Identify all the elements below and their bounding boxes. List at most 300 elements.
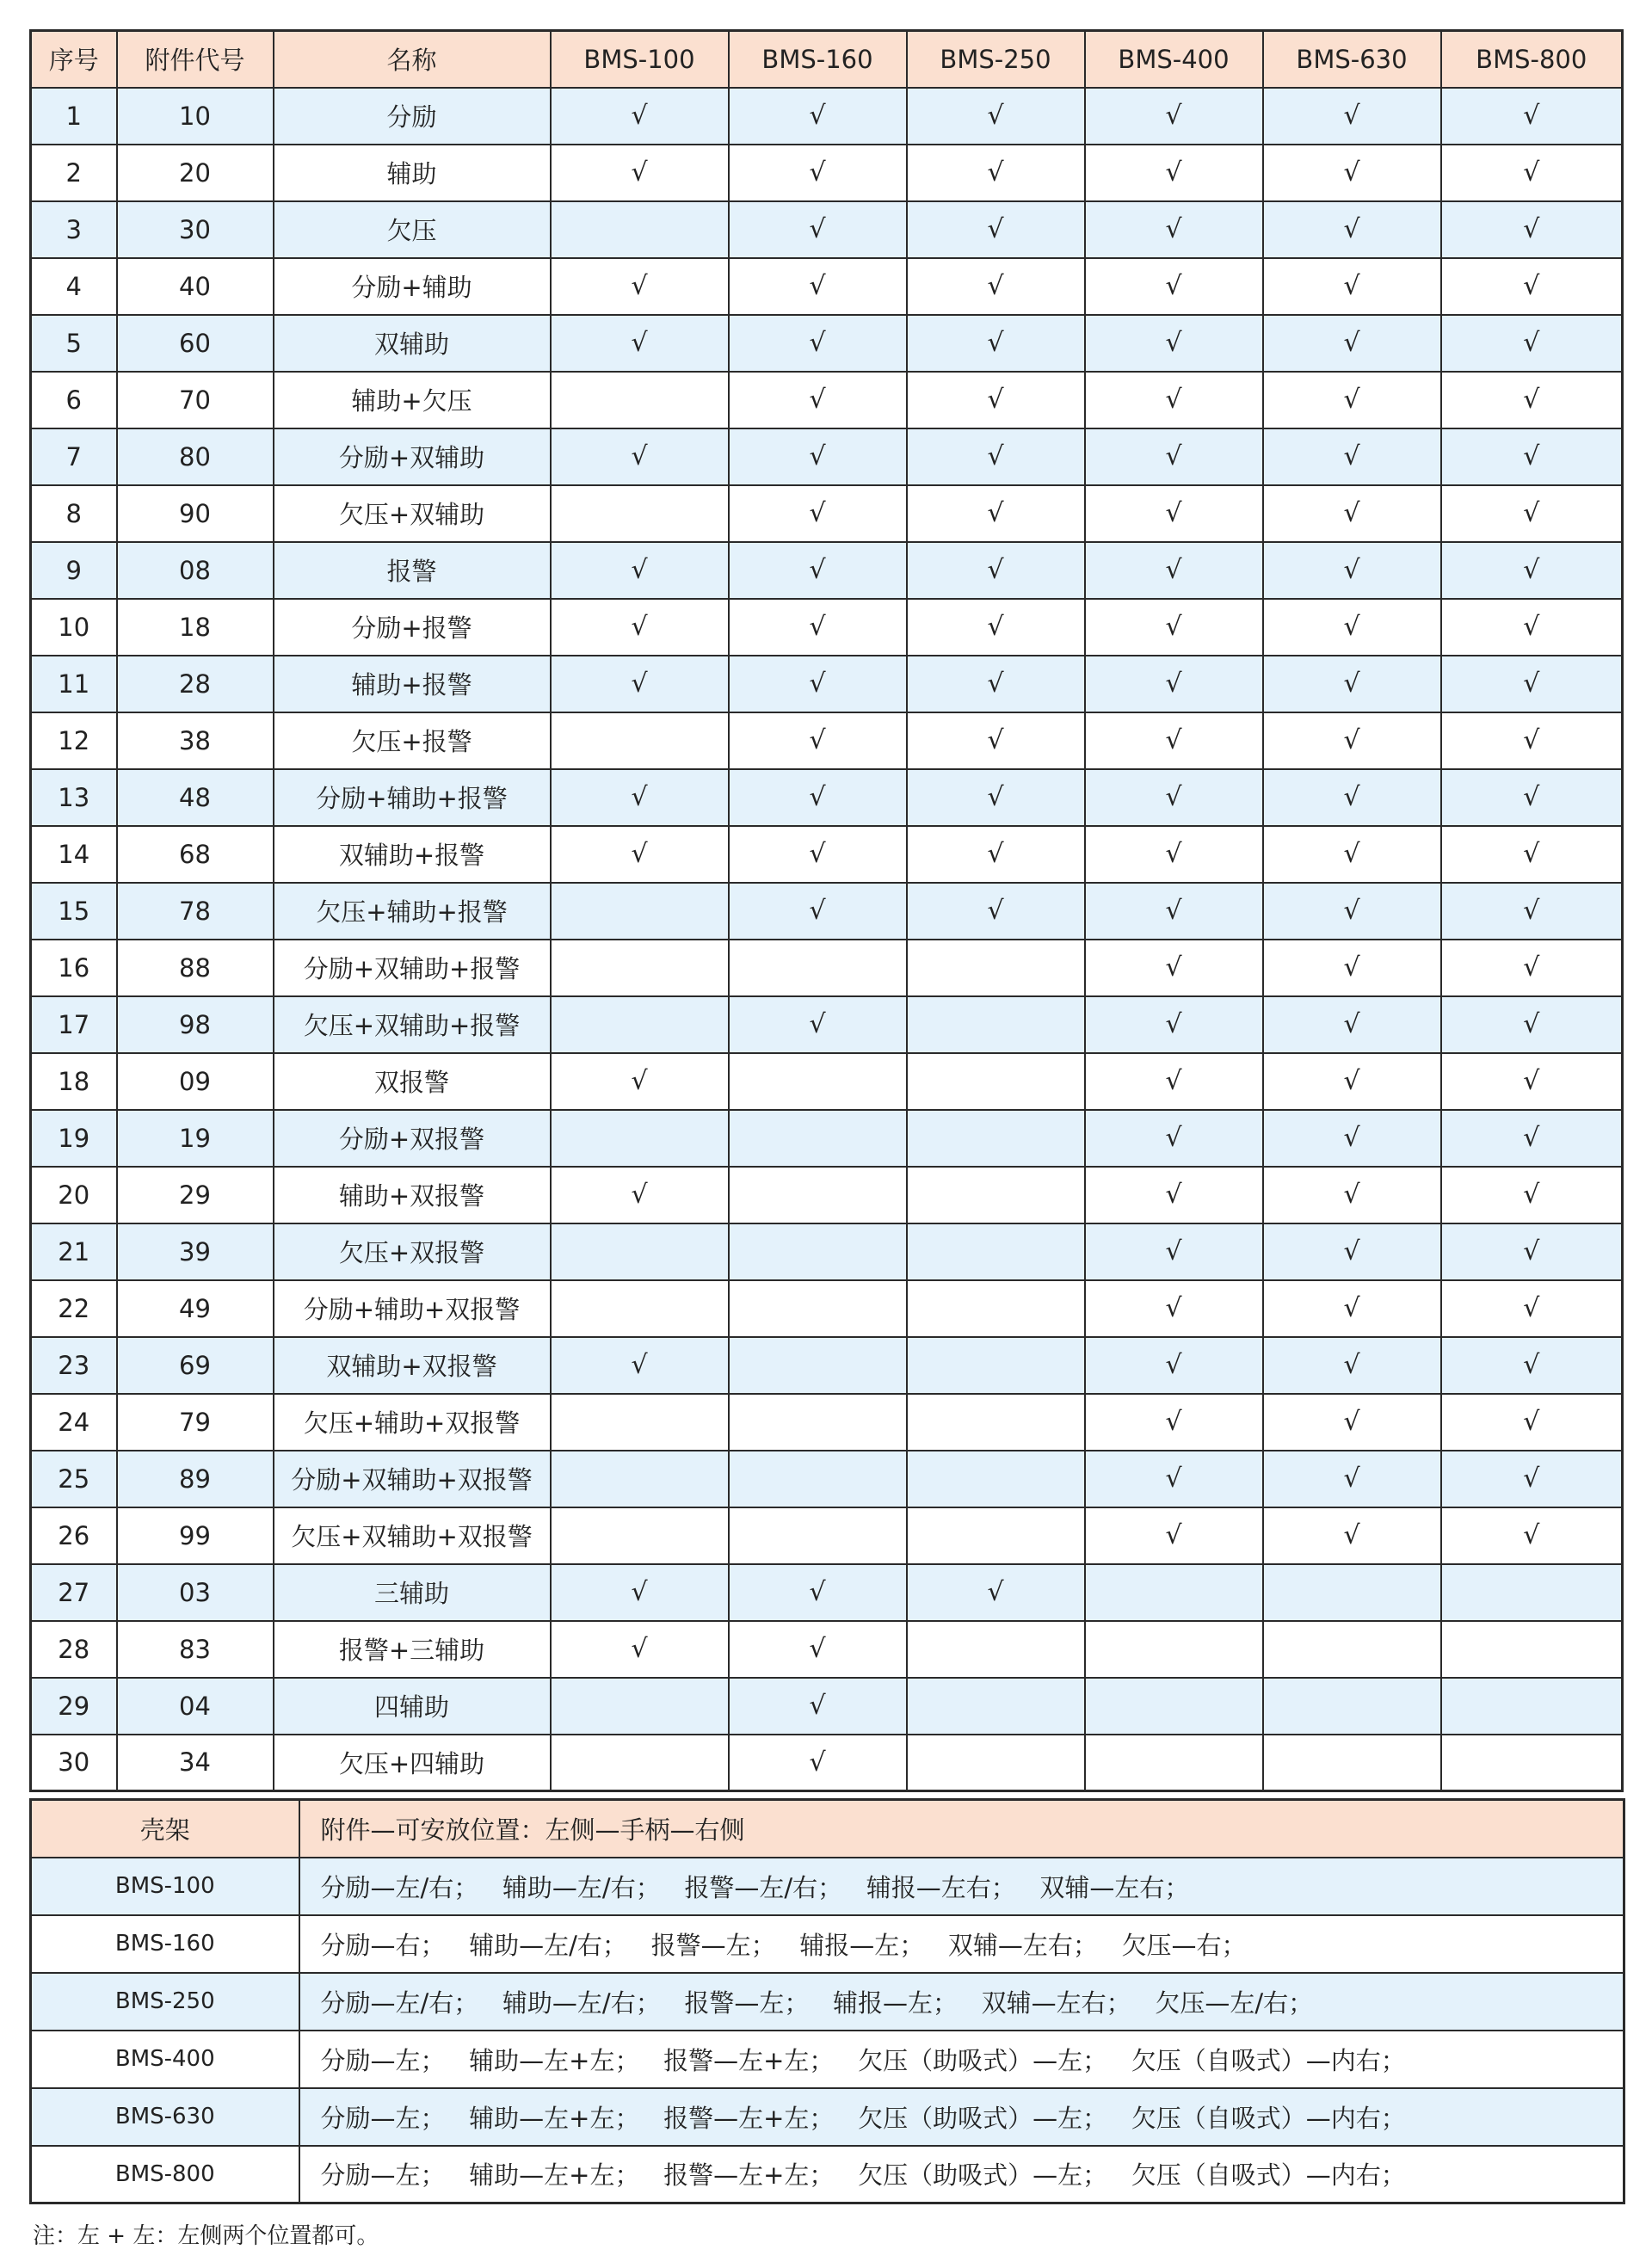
check-mark-icon: √ xyxy=(1343,1520,1360,1550)
compat-cell xyxy=(1441,1280,1623,1337)
check-mark-icon: √ xyxy=(1343,214,1360,244)
compat-cell xyxy=(1441,883,1623,940)
compat-cell xyxy=(907,1280,1085,1337)
compat-cell xyxy=(551,1280,729,1337)
compat-cell xyxy=(1263,201,1441,258)
accessory-name-cell: 欠压 xyxy=(274,201,551,258)
compat-cell xyxy=(551,996,729,1053)
compat-cell xyxy=(1263,1110,1441,1167)
attachment-position-table xyxy=(29,1798,1625,2204)
row-number-cell: 9 xyxy=(31,542,117,599)
table-row xyxy=(31,542,1623,599)
compat-cell xyxy=(729,996,907,1053)
compat-cell xyxy=(907,1223,1085,1280)
compat-cell xyxy=(729,1280,907,1337)
compat-cell xyxy=(907,712,1085,769)
compat-cell xyxy=(729,145,907,201)
compat-cell xyxy=(907,201,1085,258)
check-mark-icon: √ xyxy=(987,725,1004,755)
accessory-name-cell: 分励+双辅助+报警 xyxy=(274,940,551,996)
compat-cell xyxy=(1441,372,1623,428)
compat-cell xyxy=(551,1053,729,1110)
table-row xyxy=(31,826,1623,883)
compat-cell xyxy=(1263,1053,1441,1110)
check-mark-icon: √ xyxy=(1343,1180,1360,1210)
compat-cell xyxy=(1263,1451,1441,1507)
frame-model-cell: BMS-160 xyxy=(31,1915,299,1973)
attach-header-row xyxy=(31,1800,1624,1858)
compat-cell xyxy=(1441,428,1623,485)
table-row xyxy=(31,485,1623,542)
accessory-name-cell: 辅助+欠压 xyxy=(274,372,551,428)
accessory-code-cell: 39 xyxy=(117,1223,274,1280)
header-cell: 附件代号 xyxy=(117,31,274,88)
accessory-name-cell: 欠压+双辅助 xyxy=(274,485,551,542)
check-mark-icon: √ xyxy=(631,157,648,188)
accessory-code-cell: 38 xyxy=(117,712,274,769)
check-mark-icon: √ xyxy=(1165,1180,1182,1210)
compat-cell xyxy=(907,996,1085,1053)
check-mark-icon: √ xyxy=(1523,612,1540,642)
compat-cell xyxy=(1263,258,1441,315)
accessory-name-cell: 欠压+四辅助 xyxy=(274,1735,551,1791)
check-mark-icon: √ xyxy=(1165,839,1182,869)
compat-cell xyxy=(1085,1223,1263,1280)
compat-cell xyxy=(1085,1621,1263,1678)
compat-cell xyxy=(907,145,1085,201)
accessory-code-cell: 19 xyxy=(117,1110,274,1167)
table-row xyxy=(31,1564,1623,1621)
accessory-name-cell: 欠压+双辅助+报警 xyxy=(274,996,551,1053)
check-mark-icon: √ xyxy=(1523,839,1540,869)
compat-cell xyxy=(1263,88,1441,145)
accessory-name-cell: 三辅助 xyxy=(274,1564,551,1621)
check-mark-icon: √ xyxy=(809,896,826,926)
table-row xyxy=(31,1621,1623,1678)
check-mark-icon: √ xyxy=(631,1350,648,1380)
compat-cell xyxy=(1441,1337,1623,1394)
table-row xyxy=(31,1858,1624,1915)
compat-cell xyxy=(551,1167,729,1223)
compat-cell xyxy=(907,599,1085,656)
check-mark-icon: √ xyxy=(1165,782,1182,812)
check-mark-icon: √ xyxy=(1165,1350,1182,1380)
accessory-code-cell: 48 xyxy=(117,769,274,826)
compat-cell xyxy=(1085,826,1263,883)
compat-cell xyxy=(1441,769,1623,826)
compat-cell xyxy=(729,1451,907,1507)
check-mark-icon: √ xyxy=(1343,612,1360,642)
check-mark-icon: √ xyxy=(987,441,1004,471)
accessory-name-cell: 双辅助 xyxy=(274,315,551,372)
check-mark-icon: √ xyxy=(987,555,1004,585)
header-cell: BMS-250 xyxy=(907,31,1085,88)
row-number-cell: 8 xyxy=(31,485,117,542)
compat-cell xyxy=(729,485,907,542)
row-number-cell: 16 xyxy=(31,940,117,996)
compat-cell xyxy=(729,1735,907,1791)
row-number-cell: 3 xyxy=(31,201,117,258)
accessory-code-cell: 88 xyxy=(117,940,274,996)
check-mark-icon: √ xyxy=(1343,1350,1360,1380)
compat-cell xyxy=(1441,656,1623,712)
compat-cell xyxy=(1441,599,1623,656)
check-mark-icon: √ xyxy=(1343,555,1360,585)
table-row xyxy=(31,145,1623,201)
compat-cell xyxy=(1263,1678,1441,1735)
positions-cell: 分励—左； 辅助—左+左； 报警—左+左； 欠压（助吸式）—左； 欠压（自吸式）—内右； xyxy=(299,2031,1624,2088)
compat-cell xyxy=(1263,1337,1441,1394)
compat-cell xyxy=(1441,315,1623,372)
compat-cell xyxy=(1441,258,1623,315)
compat-cell xyxy=(1085,1110,1263,1167)
compat-cell xyxy=(1085,712,1263,769)
check-mark-icon: √ xyxy=(1165,1407,1182,1437)
compat-cell xyxy=(551,883,729,940)
check-mark-icon: √ xyxy=(1523,952,1540,983)
check-mark-icon: √ xyxy=(1343,952,1360,983)
compat-cell xyxy=(729,1678,907,1735)
table-row xyxy=(31,428,1623,485)
compat-cell xyxy=(1085,883,1263,940)
compat-cell xyxy=(907,656,1085,712)
compat-cell xyxy=(1085,1053,1263,1110)
compat-cell xyxy=(907,1621,1085,1678)
compat-cell xyxy=(1263,1621,1441,1678)
compat-cell xyxy=(1085,940,1263,996)
check-mark-icon: √ xyxy=(1165,555,1182,585)
accessory-code-cell: 70 xyxy=(117,372,274,428)
row-number-cell: 28 xyxy=(31,1621,117,1678)
compat-cell xyxy=(907,485,1085,542)
compat-cell xyxy=(1441,1167,1623,1223)
compat-cell xyxy=(729,826,907,883)
compat-cell xyxy=(1263,1280,1441,1337)
check-mark-icon: √ xyxy=(1165,952,1182,983)
check-mark-icon: √ xyxy=(1343,839,1360,869)
check-mark-icon: √ xyxy=(809,1577,826,1607)
compat-cell xyxy=(1263,542,1441,599)
compat-cell xyxy=(729,1394,907,1451)
compat-cell xyxy=(907,258,1085,315)
check-mark-icon: √ xyxy=(1165,1464,1182,1494)
compat-cell xyxy=(1085,996,1263,1053)
compat-cell xyxy=(729,88,907,145)
table-row xyxy=(31,88,1623,145)
check-mark-icon: √ xyxy=(809,782,826,812)
compat-cell xyxy=(907,1451,1085,1507)
compat-cell xyxy=(1085,656,1263,712)
compat-cell xyxy=(551,1223,729,1280)
accessory-code-cell: 08 xyxy=(117,542,274,599)
check-mark-icon: √ xyxy=(809,555,826,585)
compat-cell xyxy=(1263,145,1441,201)
accessory-code-cell: 79 xyxy=(117,1394,274,1451)
check-mark-icon: √ xyxy=(1165,725,1182,755)
check-mark-icon: √ xyxy=(631,839,648,869)
check-mark-icon: √ xyxy=(631,782,648,812)
accessory-code-cell: 20 xyxy=(117,145,274,201)
check-mark-icon: √ xyxy=(1165,498,1182,528)
table-row xyxy=(31,1167,1623,1223)
compat-cell xyxy=(907,428,1085,485)
table-row xyxy=(31,1280,1623,1337)
compat-cell xyxy=(551,1110,729,1167)
compat-cell xyxy=(1085,1394,1263,1451)
accessory-name-cell: 欠压+辅助+报警 xyxy=(274,883,551,940)
compat-cell xyxy=(1085,315,1263,372)
compat-cell xyxy=(729,883,907,940)
compat-cell xyxy=(907,1507,1085,1564)
accessory-code-cell: 83 xyxy=(117,1621,274,1678)
compat-cell xyxy=(551,201,729,258)
table-row xyxy=(31,769,1623,826)
compat-cell xyxy=(1085,769,1263,826)
check-mark-icon: √ xyxy=(1523,498,1540,528)
compat-cell xyxy=(1085,1167,1263,1223)
accessory-name-cell: 分励+辅助+报警 xyxy=(274,769,551,826)
frame-model-cell: BMS-800 xyxy=(31,2146,299,2203)
accessory-name-cell: 报警 xyxy=(274,542,551,599)
accessory-name-cell: 双辅助+双报警 xyxy=(274,1337,551,1394)
compat-cell xyxy=(907,1564,1085,1621)
check-mark-icon: √ xyxy=(987,896,1004,926)
check-mark-icon: √ xyxy=(1343,385,1360,415)
table-row xyxy=(31,201,1623,258)
compat-cell xyxy=(907,88,1085,145)
compat-cell xyxy=(729,315,907,372)
compat-cell xyxy=(907,1053,1085,1110)
check-mark-icon: √ xyxy=(809,1747,826,1778)
check-mark-icon: √ xyxy=(987,385,1004,415)
compat-cell xyxy=(551,1394,729,1451)
row-number-cell: 21 xyxy=(31,1223,117,1280)
check-mark-icon: √ xyxy=(987,669,1004,699)
accessory-code-cell: 28 xyxy=(117,656,274,712)
frame-model-cell: BMS-400 xyxy=(31,2031,299,2088)
compat-cell xyxy=(1441,88,1623,145)
compat-cell xyxy=(1263,1507,1441,1564)
check-mark-icon: √ xyxy=(1165,214,1182,244)
check-mark-icon: √ xyxy=(809,498,826,528)
row-number-cell: 19 xyxy=(31,1110,117,1167)
row-number-cell: 27 xyxy=(31,1564,117,1621)
check-mark-icon: √ xyxy=(987,839,1004,869)
row-number-cell: 1 xyxy=(31,88,117,145)
compat-cell xyxy=(1441,712,1623,769)
check-mark-icon: √ xyxy=(631,612,648,642)
row-number-cell: 30 xyxy=(31,1735,117,1791)
compat-cell xyxy=(1263,1735,1441,1791)
check-mark-icon: √ xyxy=(1523,101,1540,131)
compat-cell xyxy=(551,599,729,656)
accessory-name-cell: 分励+双报警 xyxy=(274,1110,551,1167)
accessory-name-cell: 分励+双辅助 xyxy=(274,428,551,485)
check-mark-icon: √ xyxy=(631,669,648,699)
compat-cell xyxy=(729,201,907,258)
check-mark-icon: √ xyxy=(1165,1293,1182,1323)
compat-cell xyxy=(1441,1507,1623,1564)
header-cell: 序号 xyxy=(31,31,117,88)
check-mark-icon: √ xyxy=(1523,1350,1540,1380)
row-number-cell: 2 xyxy=(31,145,117,201)
table-header-row xyxy=(31,31,1623,88)
compat-cell xyxy=(729,712,907,769)
check-mark-icon: √ xyxy=(1343,1464,1360,1494)
compat-cell xyxy=(729,656,907,712)
check-mark-icon: √ xyxy=(1343,157,1360,188)
check-mark-icon: √ xyxy=(631,271,648,301)
compat-cell xyxy=(907,1337,1085,1394)
check-mark-icon: √ xyxy=(631,328,648,358)
row-number-cell: 12 xyxy=(31,712,117,769)
accessory-name-cell: 辅助 xyxy=(274,145,551,201)
compat-cell xyxy=(1263,1394,1441,1451)
compat-cell xyxy=(1085,88,1263,145)
check-mark-icon: √ xyxy=(809,157,826,188)
compat-cell xyxy=(729,1223,907,1280)
compat-cell xyxy=(551,1451,729,1507)
row-number-cell: 7 xyxy=(31,428,117,485)
positions-cell: 分励—右； 辅助—左/右； 报警—左； 辅报—左； 双辅—左右； 欠压—右； xyxy=(299,1915,1624,1973)
check-mark-icon: √ xyxy=(809,271,826,301)
check-mark-icon: √ xyxy=(809,328,826,358)
check-mark-icon: √ xyxy=(1165,1009,1182,1039)
compat-cell xyxy=(907,826,1085,883)
compat-cell xyxy=(1441,145,1623,201)
table-row xyxy=(31,712,1623,769)
compat-cell xyxy=(1263,1167,1441,1223)
check-mark-icon: √ xyxy=(1165,1066,1182,1096)
accessory-name-cell: 分励+报警 xyxy=(274,599,551,656)
compat-cell xyxy=(1085,1451,1263,1507)
table-row xyxy=(31,1915,1624,1973)
check-mark-icon: √ xyxy=(1523,1180,1540,1210)
accessory-name-cell: 欠压+辅助+双报警 xyxy=(274,1394,551,1451)
table-row xyxy=(31,372,1623,428)
compat-cell xyxy=(1441,542,1623,599)
accessory-code-cell: 68 xyxy=(117,826,274,883)
accessory-name-cell: 欠压+双辅助+双报警 xyxy=(274,1507,551,1564)
check-mark-icon: √ xyxy=(1523,271,1540,301)
accessory-code-cell: 40 xyxy=(117,258,274,315)
compat-cell xyxy=(551,145,729,201)
compat-cell xyxy=(1085,542,1263,599)
compat-cell xyxy=(551,1678,729,1735)
compat-cell xyxy=(551,1564,729,1621)
frame-model-cell: BMS-630 xyxy=(31,2088,299,2146)
accessory-name-cell: 辅助+报警 xyxy=(274,656,551,712)
compat-cell xyxy=(1441,1564,1623,1621)
check-mark-icon: √ xyxy=(987,101,1004,131)
header-cell: BMS-160 xyxy=(729,31,907,88)
header-cell: BMS-800 xyxy=(1441,31,1623,88)
compat-cell xyxy=(1441,996,1623,1053)
check-mark-icon: √ xyxy=(631,441,648,471)
table-row xyxy=(31,1337,1623,1394)
compat-cell xyxy=(1085,599,1263,656)
positions-cell: 分励—左/右； 辅助—左/右； 报警—左/右； 辅报—左右； 双辅—左右； xyxy=(299,1858,1624,1915)
compat-cell xyxy=(1441,1621,1623,1678)
check-mark-icon: √ xyxy=(631,555,648,585)
table-row xyxy=(31,1735,1623,1791)
compat-cell xyxy=(907,769,1085,826)
compat-cell xyxy=(907,1110,1085,1167)
row-number-cell: 23 xyxy=(31,1337,117,1394)
check-mark-icon: √ xyxy=(631,101,648,131)
compat-cell xyxy=(551,258,729,315)
check-mark-icon: √ xyxy=(1523,1236,1540,1267)
compat-cell xyxy=(1085,258,1263,315)
check-mark-icon: √ xyxy=(1343,271,1360,301)
compat-cell xyxy=(1085,1735,1263,1791)
table-row xyxy=(31,1678,1623,1735)
check-mark-icon: √ xyxy=(809,1634,826,1664)
positions-cell: 分励—左； 辅助—左+左； 报警—左+左； 欠压（助吸式）—左； 欠压（自吸式）—内右； xyxy=(299,2088,1624,2146)
compat-cell xyxy=(729,1621,907,1678)
table-row xyxy=(31,1053,1623,1110)
table-row xyxy=(31,1507,1623,1564)
accessory-name-cell: 欠压+双报警 xyxy=(274,1223,551,1280)
compat-cell xyxy=(729,1110,907,1167)
compat-cell xyxy=(551,1621,729,1678)
check-mark-icon: √ xyxy=(631,1577,648,1607)
table-row xyxy=(31,1394,1623,1451)
compat-cell xyxy=(551,542,729,599)
positions-cell: 分励—左； 辅助—左+左； 报警—左+左； 欠压（助吸式）—左； 欠压（自吸式）—内右； xyxy=(299,2146,1624,2203)
compat-cell xyxy=(1263,372,1441,428)
accessory-code-cell: 30 xyxy=(117,201,274,258)
compat-cell xyxy=(1441,485,1623,542)
row-number-cell: 6 xyxy=(31,372,117,428)
compat-cell xyxy=(1441,1223,1623,1280)
table-row xyxy=(31,315,1623,372)
compat-cell xyxy=(551,1507,729,1564)
compat-cell xyxy=(729,940,907,996)
compat-cell xyxy=(1263,656,1441,712)
check-mark-icon: √ xyxy=(987,214,1004,244)
compat-cell xyxy=(1085,201,1263,258)
check-mark-icon: √ xyxy=(631,1634,648,1664)
accessory-code-cell: 90 xyxy=(117,485,274,542)
accessory-compatibility-table xyxy=(29,29,1624,1792)
compat-cell xyxy=(1441,1394,1623,1451)
check-mark-icon: √ xyxy=(631,1180,648,1210)
compat-cell xyxy=(1263,1223,1441,1280)
compat-cell xyxy=(1263,940,1441,996)
check-mark-icon: √ xyxy=(1523,1464,1540,1494)
check-mark-icon: √ xyxy=(809,725,826,755)
check-mark-icon: √ xyxy=(987,1577,1004,1607)
compat-cell xyxy=(1085,1678,1263,1735)
compat-cell xyxy=(729,1507,907,1564)
compat-cell xyxy=(907,372,1085,428)
compat-cell xyxy=(551,88,729,145)
accessory-code-cell: 60 xyxy=(117,315,274,372)
check-mark-icon: √ xyxy=(1343,669,1360,699)
check-mark-icon: √ xyxy=(809,441,826,471)
check-mark-icon: √ xyxy=(1523,555,1540,585)
table-row xyxy=(31,940,1623,996)
check-mark-icon: √ xyxy=(1165,385,1182,415)
check-mark-icon: √ xyxy=(1165,1123,1182,1153)
compat-cell xyxy=(1263,996,1441,1053)
table-row xyxy=(31,2088,1624,2146)
table-row xyxy=(31,656,1623,712)
compat-cell xyxy=(551,940,729,996)
accessory-name-cell: 分励 xyxy=(274,88,551,145)
row-number-cell: 22 xyxy=(31,1280,117,1337)
